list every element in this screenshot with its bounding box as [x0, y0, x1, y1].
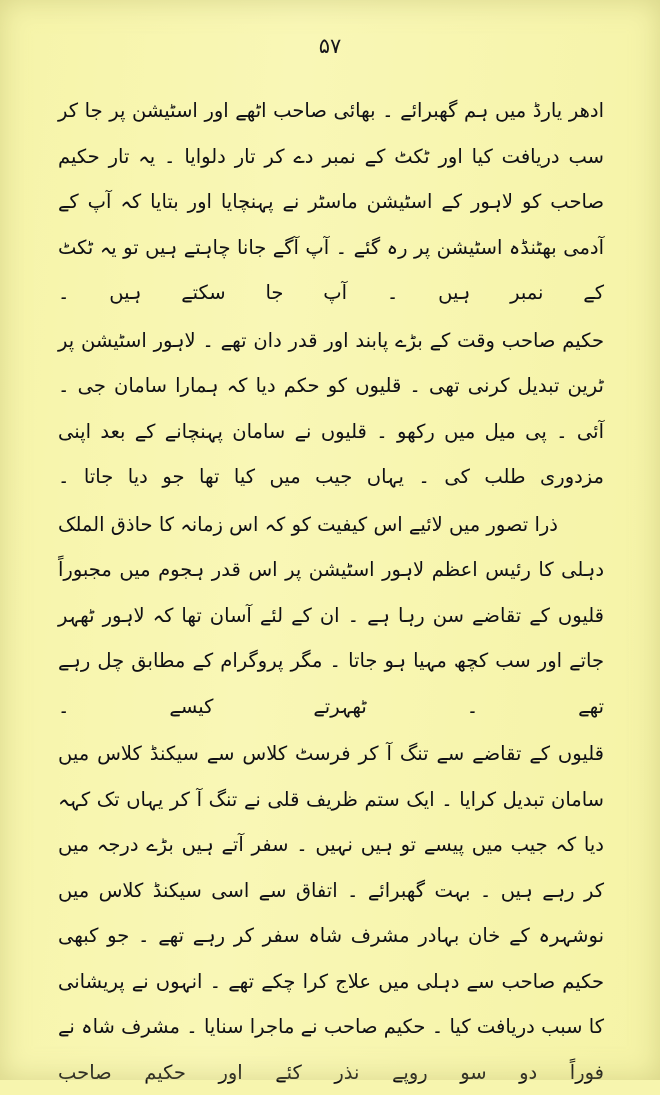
paragraph-1: ادھر یارڈ میں ہم گھبرائے ۔ بھائی صاحب اٹھے اور اسٹیشن پر جا کر سب دریافت کیا اور ٹکٹ کے نمبر دے کر تار دلوایا ۔ یہ تار حکیم صاحب کو لاہور کے اسٹیشن ماسٹر نے پہنچایا اور بتایا کہ آپ کے آدمی بھٹنڈہ اسٹیشن پر رہ گئے ۔ آپ آگے جانا چاہتے ہیں تو یہ ٹکٹ کے نمبر ہیں ۔ آپ جا سکتے ہیں ۔	[58, 99, 604, 304]
paragraph-4: قلیوں کے تقاضے سے تنگ آ کر فرسٹ کلاس سے سیکنڈ کلاس میں سامان تبدیل کرایا ۔ ایک ستم ظریف قلی نے تنگ آ کر یہاں تک کہہ دیا کہ جیب میں پیسے تو ہیں نہیں ۔ سفر آتے ہیں بڑے درجہ میں کر رہے ہیں ۔ بہت گھبرائے ۔ اتفاق سے اسی سیکنڈ کلاس میں نوشہرہ کے خان بہادر مشرف شاہ سفر کر رہے تھے ۔ جو کبھی حکیم صاحب سے دہلی میں علاج کرا چکے تھے ۔ انہوں نے پریشانی کا سبب دریافت کیا ۔ حکیم صاحب نے ماجرا سنایا ۔ مشرف شاہ نے فوراً دو سو روپے نذر کئے اور حکیم صاحب	[58, 742, 604, 1084]
paragraph-2: حکیم صاحب وقت کے بڑے پابند اور قدر دان تھے ۔ لاہور اسٹیشن پر ٹرین تبدیل کرنی تھی ۔ قلیوں کو حکم دیا کہ ہمارا سامان جی ۔ آئی ۔ پی میل میں رکھو ۔ قلیوں نے سامان پہنچانے کے بعد اپنی مزدوری طلب کی ۔ یہاں جیب میں کیا تھا جو دیا جاتا ۔	[58, 328, 604, 488]
paragraph-3: ذرا تصور میں لائیے اس کیفیت کو کہ اس زمانہ کا حاذق الملک دہلی کا رئیس اعظم لاہور اسٹیشن پر اس قدر ہجوم میں مجبوراً قلیوں کے تقاضے سن رہا ہے ۔ ان کے لئے آسان تھا کہ لاہور ٹھہر جاتے اور سب کچھ مہیا ہو جاتا ۔ مگر پروگرام کے مطابق چل رہے تھے ۔ ٹھہرتے کیسے ۔	[58, 512, 604, 718]
page-number: ۵۷	[318, 34, 342, 58]
page-body-text	[58, 88, 604, 1095]
